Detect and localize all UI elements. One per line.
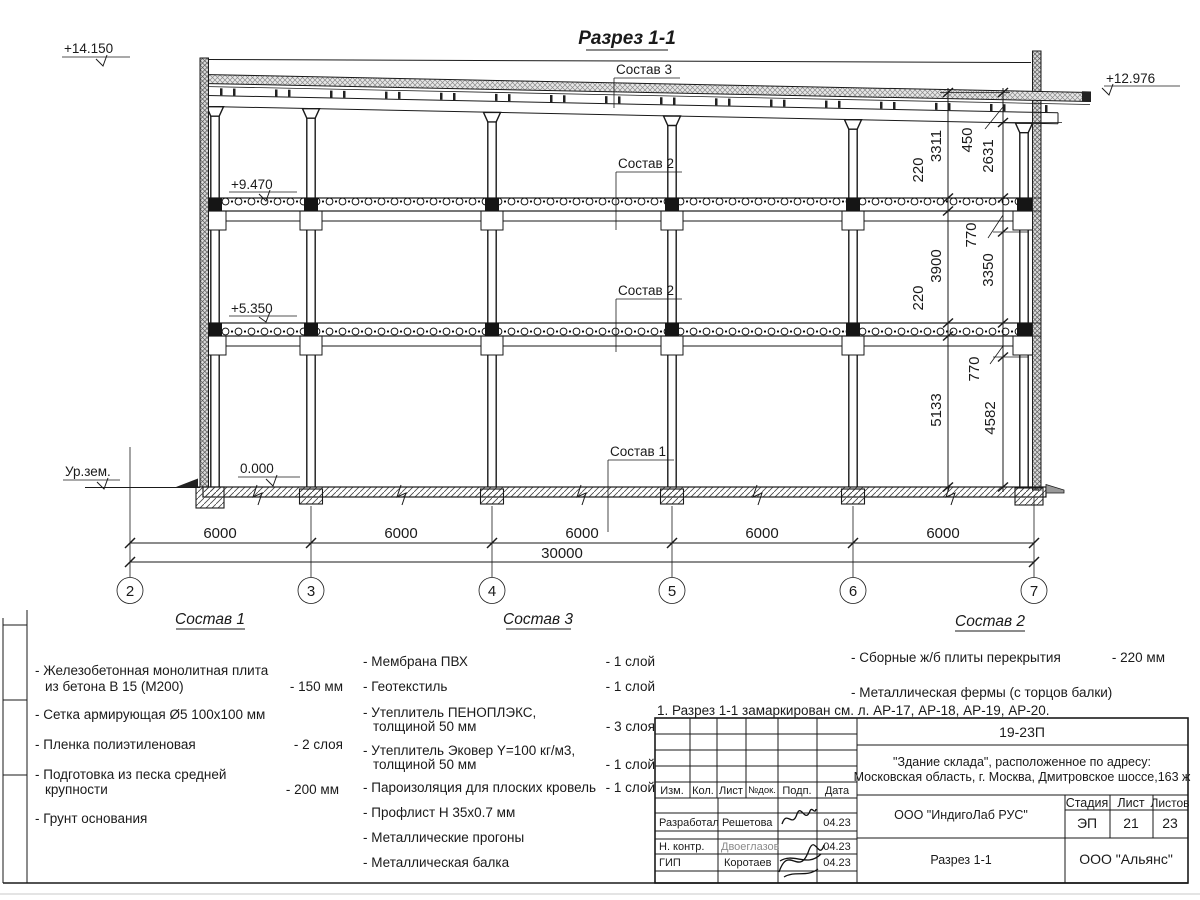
project-line: Московская область, г. Москва, Дмитровское шоссе,163 ж [853, 770, 1191, 784]
role-date: 04.23 [823, 857, 851, 869]
list-item: - Утеплитель ПЕНОПЛЭКС, [363, 705, 537, 720]
leader-label: Состав 3 [616, 62, 672, 77]
list-item: толщиной 50 мм [373, 757, 477, 772]
dim-value: 4582 [982, 401, 999, 435]
list-item: - Пленка полиэтиленовая [35, 737, 196, 752]
elevation-floor1 [229, 301, 297, 322]
corbel [842, 336, 864, 355]
corbel [842, 211, 864, 230]
col-header: Кол. [692, 785, 714, 797]
dim-value: 3311 [928, 129, 945, 163]
note-text: 1. Разрез 1-1 замаркирован см. л. АР-17, АР-18, АР-19, АР-20. [657, 703, 1050, 718]
corbel [1013, 211, 1035, 230]
list-value: - 200 мм [285, 782, 339, 797]
elevation-value: +9.470 [231, 177, 273, 192]
leader-label: Состав 2 [618, 156, 674, 171]
floor1-slab [209, 323, 1034, 336]
list-item: - Металлическая фермы (с торцов балки) [851, 685, 1113, 700]
signature-icon [782, 809, 816, 824]
dim-span: 6000 [926, 525, 960, 542]
elevation-value: +14.150 [64, 41, 114, 56]
col-header: Листов [1150, 796, 1190, 810]
axis-bubbles [117, 578, 1047, 604]
list-item: из бетона В 15 (М200) [45, 679, 184, 694]
list-item: крупности [45, 782, 108, 797]
col-header: Дата [824, 785, 850, 797]
left-ramp [176, 479, 198, 488]
role-label: Разработал [659, 817, 719, 829]
left-wall [200, 58, 209, 487]
dim-total: 30000 [541, 545, 583, 562]
col-header: Подп. [782, 785, 812, 797]
dim-value: 220 [910, 157, 927, 183]
composition-list-3 [363, 611, 655, 870]
list-item: - Металлические прогоны [363, 830, 525, 845]
list-value: - 2 слоя [293, 737, 343, 752]
org-name: ООО "ИндигоЛаб РУС" [894, 808, 1028, 822]
list-value: - 1 слой [605, 757, 655, 772]
role-label: ГИП [659, 857, 681, 869]
foundation-block [300, 489, 323, 504]
stage-value: ЭП [1076, 815, 1098, 831]
section-title: Разрез 1-1 [578, 28, 676, 49]
floor2-slab [209, 198, 1034, 211]
list-item: - Профлист Н 35х0.7 мм [363, 805, 516, 820]
role-name: Решетова [722, 817, 773, 829]
dim-value: 220 [910, 285, 927, 311]
corbel [1013, 336, 1035, 355]
axis-label: 5 [667, 583, 677, 600]
project-line: "Здание склада", расположенное по адресу: [893, 755, 1151, 769]
elevation-zero [238, 461, 300, 486]
list-title: Состав 3 [503, 611, 573, 628]
col-header: Стадия [1065, 796, 1109, 810]
elevation-top-left [62, 41, 130, 66]
title-block [655, 718, 1191, 883]
leader-labels [608, 62, 682, 532]
list-item: - Металлическая балка [363, 855, 510, 870]
list-value: - 1 слой [605, 654, 655, 669]
corbel [481, 211, 503, 230]
sheet-number: 21 [1123, 815, 1139, 831]
dim-value: 3350 [980, 253, 997, 287]
column-capital [484, 112, 501, 122]
axis-label: 3 [306, 583, 316, 600]
column-capital [845, 120, 862, 130]
corbel [661, 336, 683, 355]
list-title: Состав 2 [955, 613, 1025, 630]
list-item: - Подготовка из песка средней [35, 767, 227, 782]
list-value: - 3 слоя [605, 719, 655, 734]
elevation-top-right [1102, 71, 1180, 95]
col-header: №док. [748, 785, 776, 796]
foundation-block [196, 487, 224, 508]
list-value: - 1 слой [605, 780, 655, 795]
role-date: 04.23 [823, 841, 851, 853]
dim-span: 6000 [745, 525, 779, 542]
elevation-ground-level [63, 464, 120, 489]
foundation-block [661, 489, 684, 504]
right-ramp [1046, 485, 1064, 494]
ground [85, 479, 1064, 509]
role-name: Двоеглазов [721, 841, 780, 853]
list-title: Состав 1 [175, 611, 245, 628]
axis-label: 4 [487, 583, 497, 600]
company-name: ООО "Альянс" [1079, 851, 1173, 867]
column-capital [1016, 123, 1033, 133]
corbel [481, 336, 503, 355]
elevation-value: +12.976 [1106, 71, 1156, 86]
axis-label: 7 [1029, 583, 1039, 600]
list-item: - Мембрана ПВХ [363, 654, 468, 669]
floor-slab-ground [203, 487, 1046, 497]
elevation-value: +5.350 [231, 301, 273, 316]
list-item: - Геотекстиль [363, 679, 448, 694]
leader-label: Состав 1 [610, 444, 666, 459]
doc-number: 19-23П [999, 724, 1045, 740]
list-item: - Грунт основания [35, 811, 148, 826]
dim-span: 6000 [203, 525, 237, 542]
page-title [578, 28, 676, 50]
axis-label: 6 [848, 583, 858, 600]
elevation-floor2 [229, 177, 297, 201]
dim-value: 5133 [928, 393, 945, 427]
dim-span: 6000 [384, 525, 418, 542]
role-label: Н. контр. [659, 841, 705, 853]
foundation-block [1015, 488, 1043, 505]
floor-slabs [204, 198, 1035, 355]
dim-value: 450 [959, 127, 976, 153]
column-capital [303, 109, 320, 119]
col-header: Изм. [660, 785, 684, 797]
sheet-title: Разрез 1-1 [930, 853, 992, 867]
role-name: Коротаев [724, 857, 772, 869]
list-item: - Сборные ж/б плиты перекрытия [851, 650, 1061, 665]
list-item: толщиной 50 мм [373, 719, 477, 734]
role-date: 04.23 [823, 817, 851, 829]
list-item: - Железобетонная монолитная плита [35, 663, 269, 678]
corbel [300, 211, 322, 230]
roof-edge-cap [1082, 91, 1091, 102]
dim-span: 6000 [565, 525, 599, 542]
list-value: - 150 мм [289, 679, 343, 694]
col-header: Лист [1117, 796, 1145, 810]
elevation-value: 0.000 [240, 461, 274, 476]
col-header: Лист [719, 785, 743, 797]
corbel [661, 211, 683, 230]
dim-value: 770 [966, 356, 983, 382]
column-capital [664, 116, 681, 126]
composition-list-1 [35, 611, 343, 826]
list-item: - Пароизоляция для плоских кровель [363, 780, 597, 795]
elevation-value: Ур.зем. [65, 464, 111, 479]
composition-list-2 [851, 613, 1165, 700]
list-item: - Утеплитель Эковер Y=100 кг/м3, [363, 743, 576, 758]
list-item: - Сетка армирующая Ø5 100х100 мм [35, 707, 266, 722]
dim-value: 2631 [980, 139, 997, 173]
dim-value: 770 [963, 222, 980, 248]
corbel [300, 336, 322, 355]
column-capital [207, 107, 224, 117]
dim-value: 3900 [928, 249, 945, 283]
foundation-block [481, 489, 504, 504]
list-value: - 220 мм [1111, 650, 1165, 665]
leader-label: Состав 2 [618, 283, 674, 298]
foundation-block [842, 489, 865, 504]
right-wall [1033, 51, 1042, 490]
list-value: - 1 слой [605, 679, 655, 694]
sheets-total: 23 [1162, 815, 1178, 831]
axis-label: 2 [125, 583, 135, 600]
